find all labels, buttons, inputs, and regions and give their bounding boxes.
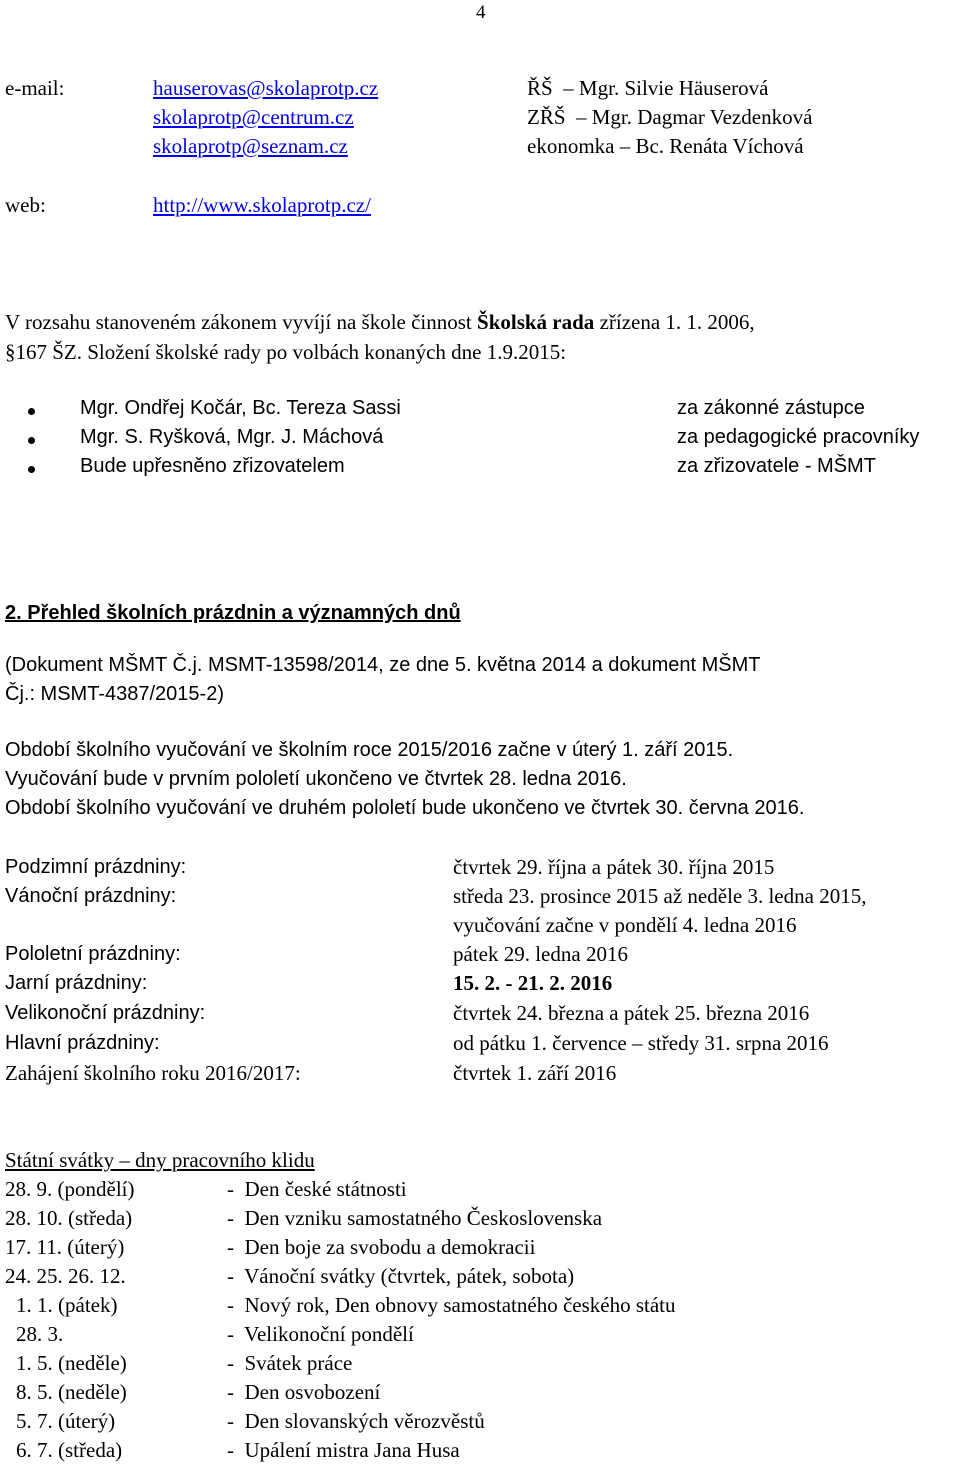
email-link-3[interactable]: skolaprotp@seznam.cz: [153, 134, 348, 158]
council-intro-line2: §167 ŠZ. Složení školské rady po volbách konaných dne 1.9.2015:: [5, 340, 567, 364]
state-holiday-date: 8. 5. (neděle): [16, 1380, 127, 1404]
doc-line-2: Čj.: MSMT-4387/2015-2): [5, 683, 224, 705]
state-holiday-name: - Den osvobození: [227, 1380, 381, 1404]
holiday-value: vyučování začne v pondělí 4. ledna 2016: [453, 913, 797, 937]
state-holiday-name: - Nový rok, Den obnovy samostatného českého státu: [227, 1293, 676, 1317]
holiday-value: 15. 2. - 21. 2. 2016: [453, 971, 613, 995]
section-heading-holidays: 2. Přehled školních prázdnin a významných dnů: [5, 602, 461, 624]
council-member-names-2: Mgr. S. Ryšková, Mgr. J. Máchová: [80, 426, 384, 448]
holiday-value: pátek 29. ledna 2016: [453, 942, 628, 966]
email-link-1[interactable]: hauserovas@skolaprotp.cz: [153, 76, 379, 100]
state-holiday-name: - Vánoční svátky (čtvrtek, pátek, sobota): [227, 1264, 575, 1288]
holiday-label: Zahájení školního roku 2016/2017:: [5, 1061, 301, 1085]
state-holiday-date: 6. 7. (středa): [16, 1438, 123, 1462]
holiday-value: středa 23. prosince 2015 až neděle 3. ledna 2015,: [453, 884, 867, 908]
email-label: e-mail:: [5, 76, 65, 100]
state-holiday-date: 24. 25. 26. 12.: [5, 1264, 126, 1288]
state-holiday-name: - Den boje za svobodu a demokracii: [227, 1235, 536, 1259]
state-holiday-date: 17. 11. (úterý): [5, 1235, 125, 1259]
state-holiday-name: - Den české státnosti: [227, 1177, 407, 1201]
staff-deputy: ZŘŠ – Mgr. Dagmar Vezdenková: [527, 105, 813, 129]
holiday-label: Vánoční prázdniny:: [5, 885, 177, 907]
council-intro-b: zřízena 1. 1. 2006,: [594, 310, 755, 334]
council-member-role-3: za zřizovatele - MŠMT: [677, 455, 876, 477]
doc-line-1: (Dokument MŠMT Č.j. MSMT-13598/2014, ze dne 5. května 2014 a dokument MŠMT: [5, 654, 761, 676]
state-holiday-date: 1. 5. (neděle): [16, 1351, 127, 1375]
state-holiday-name: - Svátek práce: [227, 1351, 353, 1375]
state-holiday-name: - Velikonoční pondělí: [227, 1322, 414, 1346]
web-label: web:: [5, 193, 46, 217]
section-heading-state-holidays: Státní svátky – dny pracovního klidu: [5, 1148, 315, 1172]
council-intro: [5, 310, 755, 335]
council-intro-a: V rozsahu stanoveném zákonem vyvíjí na škole činnost: [5, 310, 478, 334]
state-holiday-date: 28. 10. (středa): [5, 1206, 133, 1230]
period-line-1: Období školního vyučování ve školním roce 2015/2016 začne v úterý 1. září 2015.: [5, 739, 734, 761]
council-member-names-3: Bude upřesněno zřizovatelem: [80, 455, 345, 477]
state-holiday-date: 5. 7. (úterý): [16, 1409, 116, 1433]
council-member-role-1: za zákonné zástupce: [677, 397, 865, 419]
holiday-label: Hlavní prázdniny:: [5, 1032, 160, 1054]
bullet-icon: [28, 466, 35, 473]
bullet-icon: [28, 437, 35, 444]
web-link[interactable]: http://www.skolaprotp.cz/: [153, 193, 371, 217]
holiday-label: Jarní prázdniny:: [5, 972, 148, 994]
staff-director: ŘŠ – Mgr. Silvie Häuserová: [527, 76, 769, 100]
holiday-label: Podzimní prázdniny:: [5, 856, 187, 878]
page-number: 4: [476, 2, 486, 23]
email-link-2[interactable]: skolaprotp@centrum.cz: [153, 105, 354, 129]
bullet-icon: [28, 408, 35, 415]
staff-economist: ekonomka – Bc. Renáta Víchová: [527, 134, 804, 158]
period-line-3: Období školního vyučování ve druhém pololetí bude ukončeno ve čtvrtek 30. června 2016.: [5, 797, 805, 819]
state-holiday-name: - Upálení mistra Jana Husa: [227, 1438, 460, 1462]
council-member-names-1: Mgr. Ondřej Kočár, Bc. Tereza Sassi: [80, 397, 401, 419]
holiday-value: od pátku 1. července – středy 31. srpna 2016: [453, 1031, 829, 1055]
council-member-role-2: za pedagogické pracovníky: [677, 426, 920, 448]
state-holiday-date: 28. 3.: [16, 1322, 64, 1346]
state-holiday-name: - Den slovanských věrozvěstů: [227, 1409, 485, 1433]
holiday-value: čtvrtek 1. září 2016: [453, 1061, 617, 1085]
state-holiday-date: 28. 9. (pondělí): [5, 1177, 135, 1201]
council-intro-bold: Školská rada: [477, 310, 595, 334]
period-line-2: Vyučování bude v prvním pololetí ukončeno ve čtvrtek 28. ledna 2016.: [5, 768, 627, 790]
holiday-label: Pololetní prázdniny:: [5, 943, 181, 965]
holiday-value: čtvrtek 24. března a pátek 25. března 2016: [453, 1001, 810, 1025]
state-holiday-name: - Den vzniku samostatného Československa: [227, 1206, 603, 1230]
holiday-label: Velikonoční prázdniny:: [5, 1002, 206, 1024]
holiday-value: čtvrtek 29. října a pátek 30. října 2015: [453, 855, 775, 879]
state-holiday-date: 1. 1. (pátek): [16, 1293, 118, 1317]
